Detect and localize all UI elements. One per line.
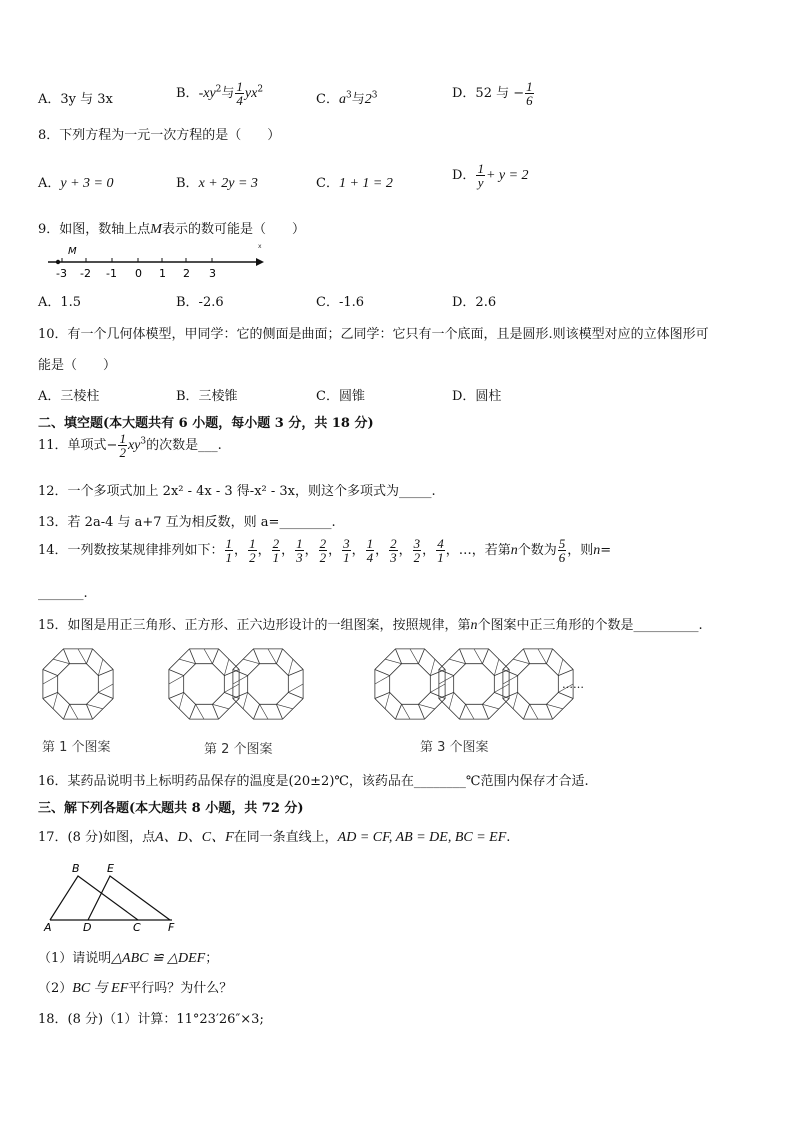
label-c: C xyxy=(133,921,141,934)
point-m xyxy=(56,260,60,264)
triangles-figure xyxy=(40,860,190,934)
q10-option-b: B．三棱锥 xyxy=(176,389,238,404)
number-line-tick-label: 2 xyxy=(183,267,190,280)
pattern-3-unit-2 xyxy=(439,649,509,719)
q17-sub2: （2）BC 与 EF平行吗？为什么？ xyxy=(38,981,233,996)
q17-stem: 17．(8 分)如图，点A、D、C、F在同一条直线上，AD = CF, AB = DE, BC = EF. xyxy=(38,830,511,845)
q7-option-a: A．3y 与 3x xyxy=(38,92,113,107)
q15-stem: 15．如图是用正三角形、正方形、正六边形设计的一组图案，按照规律，第n个图案中正三角形的个数是__________. xyxy=(38,618,703,633)
svg-text:x: x xyxy=(258,243,262,250)
number-line-tick-label: -3 xyxy=(56,267,67,280)
q7-option-b: B．$-xy^2$与 $\frac{1}{4}$ $yx^2$ xyxy=(176,79,264,108)
number-line-tick-label: -1 xyxy=(106,267,117,280)
q15-ellipsis: …… xyxy=(562,678,584,691)
q7-option-c: C．$a^3$与$2^3$ xyxy=(316,90,378,107)
q10-stem-line2: 能是（ ） xyxy=(38,358,117,373)
sequence-fraction: $\frac{1}{1}$ xyxy=(225,536,233,565)
q8-option-b: B．x + 2y = 3 xyxy=(176,176,258,191)
q14-sequence: $\frac{1}{1}$ ， $\frac{1}{2}$ ， $\frac{2}{1}$ ， $\frac{1}{3}$ ， $\frac{2}{2}$ ， $\frac{3}{1}$ ， $\frac{1}{4}$ ， $\frac{2}{3}$ ， $\frac{3}{2}$ ， $\frac{4}{1}$ xyxy=(225,536,444,565)
point-m-label: M xyxy=(68,246,77,257)
number-line-tick-label: 3 xyxy=(209,267,216,280)
q18: 18．(8 分)（1）计算：11°23′26″×3; xyxy=(38,1012,264,1027)
q14: 14．一列数按某规律排列如下： $\frac{1}{1}$ ， $\frac{1}{2}$ ， $\frac{2}{1}$ ， $\frac{1}{3}$ ， $\frac{2}{2}$ ， $\frac{3}{1}$ ， $\frac{1}{4}$ ， $\frac{2}{3}$ ， $\frac{3}{2}$ ， $\frac{4}{1}$ ，…，若第n个数为 $\frac{5}{6}$ ，则n= xyxy=(38,536,612,565)
sequence-fraction: $\frac{3}{2}$ xyxy=(413,536,421,565)
number-line-tick-label: 0 xyxy=(135,267,142,280)
q10-stem-line1: 10．有一个几何体模型，甲同学：它的侧面是曲面；乙同学：它只有一个底面，且是圆形.则该模型对应的立体图形可 xyxy=(38,327,709,342)
q14-answer-line: _______. xyxy=(38,586,88,601)
q8-option-d: D． $\frac{1}{y}$ + y = 2 xyxy=(452,161,529,190)
q7-option-d: D．52 与 − $\frac{1}{6}$ xyxy=(452,79,533,108)
q8-option-c: C．1 + 1 = 2 xyxy=(316,176,393,191)
q9-stem: 9．如图，数轴上点M表示的数可能是（ ） xyxy=(38,222,305,237)
pattern-3-unit-1 xyxy=(375,649,445,719)
section-3-heading: 三、解下列各题(本大题共 8 小题，共 72 分) xyxy=(38,801,304,816)
number-line-arrow xyxy=(256,258,264,266)
sequence-fraction: $\frac{1}{4}$ xyxy=(366,536,374,565)
q8-option-a: A．y + 3 = 0 xyxy=(38,176,114,191)
q11: 11．单项式− $\frac{1}{2}$ $xy^3$的次数是___. xyxy=(38,431,222,460)
number-line-tick-label: 1 xyxy=(159,267,166,280)
sequence-fraction: $\frac{1}{2}$ xyxy=(249,536,256,565)
sequence-fraction: $\frac{3}{1}$ xyxy=(343,536,350,565)
number-line-figure xyxy=(44,242,274,282)
q9-option-d: D．2.6 xyxy=(452,295,497,310)
q17-sub1: （1）请说明△ABC ≌ △DEF； xyxy=(38,951,219,966)
octagon-pattern-figure xyxy=(36,640,596,730)
label-e: E xyxy=(107,862,114,875)
label-d: D xyxy=(83,921,92,934)
label-b: B xyxy=(72,862,80,875)
q12: 12．一个多项式加上 2x² - 4x - 3 得-x² - 3x，则这个多项式为_____. xyxy=(38,484,436,499)
sequence-fraction: $\frac{2}{1}$ xyxy=(272,536,280,565)
sequence-fraction: $\frac{2}{2}$ xyxy=(319,536,327,565)
number-line-tick-label: -2 xyxy=(80,267,91,280)
label-a: A xyxy=(44,921,52,934)
q13: 13．若 2a-4 与 a+7 互为相反数，则 a=________. xyxy=(38,515,336,530)
pattern-2-unit-1 xyxy=(169,649,239,719)
section-2-heading: 二、填空题(本大题共有 6 小题，每小题 3 分，共 18 分) xyxy=(38,416,374,431)
q10-option-a: A．三棱柱 xyxy=(38,389,100,404)
pattern-3-caption: 第 3 个图案 xyxy=(420,740,489,755)
pattern-2-unit-2 xyxy=(233,649,303,719)
q10-option-d: D．圆柱 xyxy=(452,389,502,404)
q16: 16．某药品说明书上标明药品保存的温度是(20±2)℃，该药品在________℃范围内保存才合适. xyxy=(38,774,589,789)
q10-option-c: C．圆锥 xyxy=(316,389,365,404)
sequence-fraction: $\frac{4}{1}$ xyxy=(437,536,444,565)
q8-stem: 8．下列方程为一元一次方程的是（ ） xyxy=(38,128,281,143)
q9-option-b: B．-2.6 xyxy=(176,295,224,310)
pattern-1-caption: 第 1 个图案 xyxy=(42,740,111,755)
sequence-fraction: $\frac{2}{3}$ xyxy=(390,536,397,565)
sequence-fraction: $\frac{1}{3}$ xyxy=(296,536,303,565)
label-f: F xyxy=(168,921,175,934)
q9-option-a: A．1.5 xyxy=(38,295,82,310)
q9-option-c: C．-1.6 xyxy=(316,295,365,310)
pattern-2-caption: 第 2 个图案 xyxy=(204,742,273,757)
triangle-abc xyxy=(50,876,138,920)
pattern-1-unit xyxy=(43,649,113,719)
